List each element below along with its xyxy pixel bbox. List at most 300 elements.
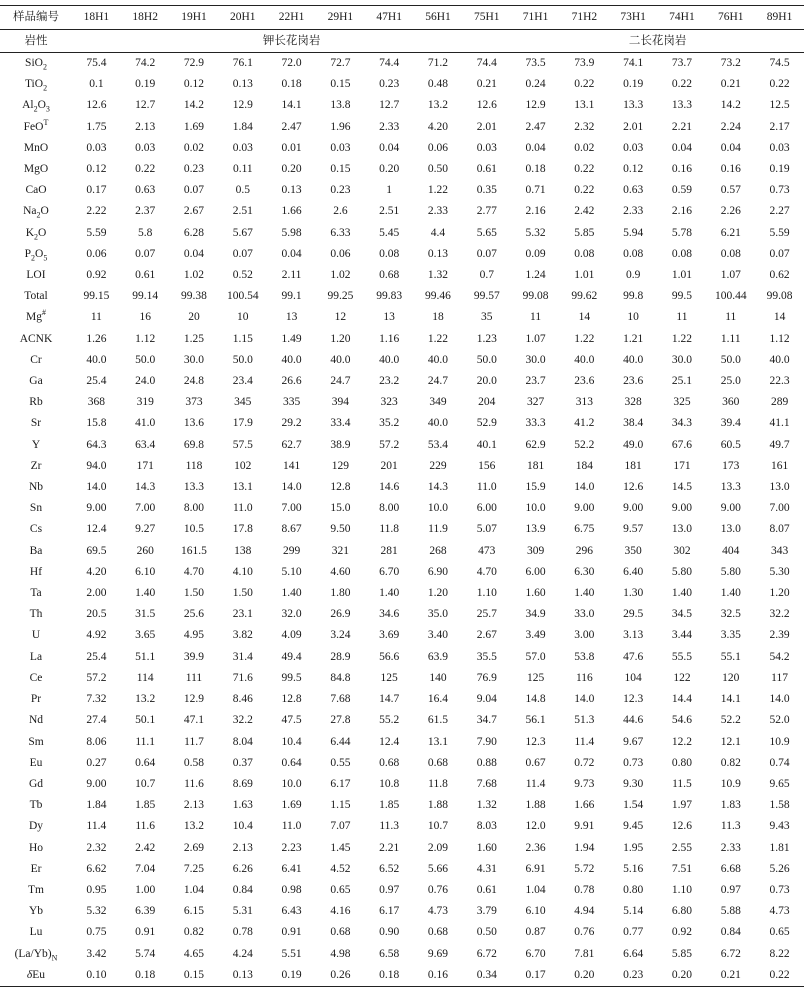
data-cell: 11.6 (184, 777, 204, 790)
table-row (0, 859, 804, 880)
data-cell: 99.5 (281, 671, 302, 684)
data-cell: 3.40 (427, 629, 449, 642)
data-cell: 1.22 (671, 332, 693, 345)
data-cell: 5.8 (138, 226, 153, 239)
data-cell: 0.61 (135, 269, 156, 282)
data-cell: 0.20 (658, 965, 707, 987)
data-cell: 120 (722, 671, 740, 684)
data-cell: 0.48 (427, 78, 449, 91)
data-cell: 0.91 (281, 926, 302, 939)
table-row (0, 180, 804, 201)
data-cell: 14.8 (525, 693, 546, 706)
data-cell: 13.8 (330, 99, 351, 112)
data-cell: 75.4 (86, 57, 107, 69)
data-cell: 4.94 (574, 905, 595, 918)
data-cell: 64.3 (86, 438, 107, 451)
data-cell: 0.15 (330, 78, 351, 91)
data-cell: 1.69 (183, 120, 205, 133)
table-header (0, 6, 804, 53)
data-cell: 0.73 (623, 756, 644, 769)
row-label: Ho (28, 841, 44, 854)
lithology-row (0, 30, 804, 53)
data-cell: 156 (478, 459, 496, 472)
data-cell: 0.65 (769, 926, 790, 939)
data-cell: 1.20 (427, 587, 449, 600)
table-row (0, 838, 804, 859)
data-cell: 8.67 (281, 523, 302, 536)
data-cell: 2.21 (671, 120, 693, 133)
data-cell: 0.08 (720, 247, 741, 260)
row-label: Lu (29, 926, 43, 939)
data-cell: 5.78 (671, 226, 693, 239)
data-cell: 0.08 (623, 247, 644, 260)
data-cell: 1.84 (86, 799, 107, 812)
data-cell: 7.90 (476, 735, 497, 748)
data-cell: 5.32 (86, 905, 107, 918)
data-cell: 1.07 (720, 269, 741, 282)
data-cell: 10.4 (281, 735, 302, 748)
data-cell: 10.8 (379, 777, 400, 790)
data-cell: 138 (234, 544, 252, 557)
data-cell: 117 (771, 671, 788, 684)
data-cell: 17.9 (232, 417, 253, 430)
sample-id-header: 47H1 (365, 6, 414, 30)
data-cell: 41.0 (135, 417, 156, 430)
data-cell: 0.76 (427, 883, 449, 896)
table-row (0, 689, 804, 710)
data-cell: 0.68 (330, 926, 351, 939)
data-cell: 394 (331, 396, 349, 409)
data-cell: 0.91 (135, 926, 156, 939)
data-cell: 0.73 (769, 883, 790, 896)
data-cell: 9.00 (623, 502, 644, 515)
data-cell: 3.44 (671, 629, 693, 642)
sample-id-header: 71H1 (511, 6, 560, 30)
data-cell: 23.7 (525, 375, 546, 388)
data-cell: 9.00 (720, 502, 741, 515)
data-cell: 0.13 (281, 184, 302, 197)
data-cell: 4.65 (183, 947, 205, 960)
data-cell: 9.00 (574, 502, 595, 515)
data-cell: 35.5 (476, 650, 497, 663)
data-cell: 39.4 (720, 417, 741, 430)
data-cell: 1.60 (476, 841, 497, 854)
data-cell: 2.67 (476, 629, 497, 642)
data-cell: 34.7 (476, 714, 497, 727)
data-cell: 349 (429, 396, 447, 409)
data-cell: 2.33 (623, 205, 644, 218)
data-cell: 1.85 (135, 799, 156, 812)
data-cell: 94.0 (86, 459, 107, 472)
data-cell: 1.81 (769, 841, 790, 854)
table-row (0, 265, 804, 286)
data-cell: 1.66 (574, 799, 595, 812)
data-cell: 11.4 (525, 777, 546, 790)
data-cell: 49.7 (769, 438, 790, 451)
data-cell: 0.03 (623, 141, 644, 154)
data-cell: 0.61 (476, 163, 497, 176)
data-cell: 0.12 (86, 163, 107, 176)
data-cell: 5.45 (379, 226, 400, 239)
data-cell: 24.7 (330, 375, 351, 388)
sample-id-row (0, 6, 804, 30)
data-cell: 0.5 (235, 184, 250, 197)
data-cell: 14.0 (574, 693, 595, 706)
data-cell: 50.0 (476, 353, 497, 366)
data-cell: 0.10 (72, 965, 121, 987)
data-cell: 12.2 (671, 735, 693, 748)
data-cell: 118 (185, 459, 203, 472)
data-cell: 0.34 (462, 965, 511, 987)
data-cell: 33.4 (330, 417, 351, 430)
data-cell: 25.0 (720, 375, 741, 388)
data-cell: 40.0 (379, 353, 400, 366)
data-cell: 2.32 (86, 841, 107, 854)
data-cell: 31.4 (232, 650, 253, 663)
data-cell: 0.04 (720, 141, 741, 154)
data-cell: 51.1 (135, 650, 156, 663)
data-cell: 6.70 (379, 565, 400, 578)
data-cell: 9.04 (476, 693, 497, 706)
data-cell: 2.27 (769, 205, 790, 218)
data-cell: 99.62 (571, 290, 598, 303)
data-cell: 13.3 (623, 99, 644, 112)
data-cell: 1.11 (720, 332, 741, 345)
data-cell: 368 (87, 396, 106, 409)
data-cell: 323 (380, 396, 398, 409)
row-label: Eu (29, 756, 43, 769)
data-cell: 2.51 (379, 205, 400, 218)
data-cell: 5.14 (623, 905, 644, 918)
data-cell: 35 (481, 311, 493, 324)
data-cell: 0.16 (671, 163, 693, 176)
row-label: Dy (28, 820, 44, 833)
data-cell: 24.0 (135, 375, 156, 388)
data-cell: 13.0 (671, 523, 693, 536)
table-row (0, 371, 804, 392)
data-cell: 47.6 (623, 650, 644, 663)
data-cell: 1.80 (330, 587, 351, 600)
data-cell: 1.40 (720, 587, 741, 600)
data-cell: 13 (383, 311, 395, 324)
data-cell: 5.85 (671, 947, 693, 960)
data-cell: 76.9 (476, 671, 497, 684)
data-cell: 0.71 (525, 184, 546, 197)
data-cell: 0.13 (232, 78, 253, 91)
data-cell: 14.2 (183, 99, 205, 112)
data-cell: 6.17 (330, 777, 351, 790)
data-cell: 0.18 (525, 163, 546, 176)
row-label: Th (29, 608, 43, 621)
data-cell: 12.0 (525, 820, 546, 833)
row-label: Hf (29, 565, 43, 578)
row-label: $Na_2O$ (23, 205, 49, 220)
data-cell: 24.8 (183, 375, 205, 388)
data-cell: 0.22 (574, 184, 595, 197)
data-cell: 321 (331, 544, 349, 557)
data-cell: 0.1 (89, 78, 104, 91)
data-cell: 6.90 (427, 565, 449, 578)
data-cell: 2.39 (769, 629, 790, 642)
data-cell: 6.17 (379, 905, 400, 918)
data-cell: 2.16 (671, 205, 693, 218)
data-cell: 0.97 (720, 883, 741, 896)
data-cell: 1.88 (427, 799, 449, 812)
data-cell: 1.40 (671, 587, 693, 600)
data-cell: 0.82 (720, 756, 741, 769)
data-cell: 0.63 (623, 184, 644, 197)
data-cell: 114 (136, 671, 154, 684)
data-cell: 309 (526, 544, 545, 557)
data-cell: 6.33 (330, 226, 351, 239)
data-cell: 13.3 (183, 481, 205, 494)
data-cell: 27.8 (330, 714, 351, 727)
data-cell: 13.6 (183, 417, 205, 430)
data-cell: 296 (575, 544, 593, 557)
row-label: Cs (29, 523, 43, 536)
row-label: MnO (23, 141, 49, 154)
data-cell: 1.69 (281, 799, 302, 812)
data-cell: 5.59 (769, 226, 790, 239)
data-cell: 0.04 (281, 247, 302, 260)
data-cell: 4.20 (427, 120, 449, 133)
table-row (0, 625, 804, 646)
data-cell: 6.91 (525, 862, 546, 875)
data-cell: 6.15 (183, 905, 205, 918)
data-cell: 52.2 (720, 714, 741, 727)
table-row (0, 53, 804, 75)
data-cell: 14.4 (671, 693, 693, 706)
data-cell: 302 (673, 544, 691, 557)
data-cell: 6.44 (330, 735, 351, 748)
row-label: Total (24, 290, 48, 303)
data-cell: 184 (575, 459, 593, 472)
data-cell: 10.7 (427, 820, 449, 833)
data-cell: 0.21 (706, 965, 755, 987)
data-cell: 0.67 (525, 756, 546, 769)
data-cell: 13.2 (135, 693, 156, 706)
data-cell: 3.24 (330, 629, 351, 642)
data-cell: 41.2 (574, 417, 595, 430)
data-cell: 1.30 (623, 587, 644, 600)
data-cell: 281 (380, 544, 398, 557)
data-cell: 7.00 (281, 502, 302, 515)
data-cell: 0.07 (476, 247, 497, 260)
data-cell: 76.1 (232, 57, 253, 69)
data-cell: 7.00 (135, 502, 156, 515)
data-cell: 140 (429, 671, 447, 684)
data-cell: 71.2 (427, 57, 449, 69)
row-label: CaO (25, 184, 47, 197)
data-cell: 13.0 (720, 523, 741, 536)
table-row (0, 74, 804, 95)
data-cell: 27.4 (86, 714, 107, 727)
data-cell: 34.9 (525, 608, 546, 621)
data-cell: 0.01 (281, 141, 302, 154)
row-label: Sn (29, 502, 43, 515)
data-cell: 4.73 (769, 905, 790, 918)
table-row (0, 647, 804, 668)
data-cell: 0.03 (769, 141, 790, 154)
data-cell: 31.5 (135, 608, 156, 621)
data-cell: 1.10 (671, 883, 693, 896)
row-label: $P_2O_5$ (24, 247, 48, 263)
data-cell: 52.0 (769, 714, 790, 727)
data-cell: 0.23 (183, 163, 205, 176)
data-cell: 1.83 (720, 799, 741, 812)
data-cell: 8.22 (769, 947, 790, 960)
sample-id-header: 74H1 (658, 6, 707, 30)
data-cell: 10 (237, 311, 249, 324)
data-cell: 1.01 (574, 269, 595, 282)
data-cell: 0.21 (476, 78, 497, 91)
data-cell: 0.72 (574, 756, 595, 769)
data-cell: 7.51 (671, 862, 693, 875)
table-row (0, 307, 804, 328)
data-cell: 40.0 (281, 353, 302, 366)
row-label: $Al_2O_3$ (22, 99, 50, 114)
data-cell: 0.65 (330, 883, 351, 896)
data-cell: 32.2 (232, 714, 253, 727)
data-cell: 2.42 (135, 841, 156, 854)
data-cell: 62.7 (281, 438, 302, 451)
sample-id-header: 29H1 (316, 6, 365, 30)
data-cell: 13.1 (427, 735, 449, 748)
data-cell: 0.20 (281, 163, 302, 176)
lithology-group-k-feldspar-granite: 钾长花岗岩 (72, 30, 511, 53)
data-cell: 125 (526, 671, 545, 684)
data-cell: 9.00 (86, 502, 107, 515)
data-cell: 2.01 (476, 120, 497, 133)
data-cell: 14.1 (720, 693, 741, 706)
data-cell: 8.06 (86, 735, 107, 748)
data-cell: 53.4 (427, 438, 449, 451)
data-cell: 7.25 (183, 862, 205, 875)
data-cell: 0.78 (232, 926, 253, 939)
data-cell: 6.72 (476, 947, 497, 960)
data-cell: 3.42 (86, 947, 107, 960)
data-cell: 473 (478, 544, 496, 557)
data-cell: 0.68 (427, 926, 449, 939)
sample-id-header: 56H1 (414, 6, 463, 30)
data-cell: 1.12 (769, 332, 790, 345)
table-row (0, 604, 804, 625)
data-cell: 3.49 (525, 629, 546, 642)
data-cell: 0.22 (574, 78, 595, 91)
data-cell: 9.73 (574, 777, 595, 790)
data-cell: 0.03 (86, 141, 107, 154)
data-cell: 2.01 (623, 120, 644, 133)
table-row (0, 413, 804, 434)
data-cell: 5.51 (281, 947, 302, 960)
data-cell: 20 (188, 311, 200, 324)
data-cell: 0.23 (379, 78, 400, 91)
data-cell: 8.07 (769, 523, 790, 536)
row-label: Nd (28, 714, 44, 727)
data-cell: 122 (673, 671, 691, 684)
data-cell: 3.82 (232, 629, 253, 642)
data-cell: 6.75 (574, 523, 595, 536)
data-cell: 11 (725, 311, 737, 324)
data-cell: 23.6 (623, 375, 644, 388)
data-cell: 0.06 (86, 247, 107, 260)
row-label: δEu (0, 965, 72, 987)
data-cell: 100.54 (226, 290, 259, 303)
data-cell: 56.6 (379, 650, 400, 663)
data-cell: 12.8 (281, 693, 302, 706)
data-cell: 0.06 (427, 141, 449, 154)
data-cell: 0.08 (379, 247, 400, 260)
data-cell: 0.04 (183, 247, 205, 260)
data-cell: 72.0 (281, 57, 302, 69)
data-cell: 11.0 (476, 481, 497, 494)
row-label: Pr (30, 693, 42, 706)
geochemistry-table (0, 5, 804, 987)
data-cell: 72.9 (183, 57, 205, 69)
data-cell: 13.9 (525, 523, 546, 536)
data-cell: 0.92 (86, 269, 107, 282)
data-cell: 1.40 (281, 587, 302, 600)
data-cell: 1.40 (135, 587, 156, 600)
data-cell: 0.18 (365, 965, 414, 987)
data-cell: 313 (575, 396, 593, 409)
data-cell: 5.16 (623, 862, 644, 875)
data-cell: 2.16 (525, 205, 546, 218)
data-cell: 12.4 (86, 523, 107, 536)
data-cell: 0.06 (330, 247, 351, 260)
data-cell: 2.24 (720, 120, 741, 133)
data-cell: 0.02 (183, 141, 205, 154)
data-cell: 2.51 (232, 205, 253, 218)
data-cell: 40.0 (86, 353, 107, 366)
row-label: $(La/Yb)_N$ (14, 947, 58, 962)
data-cell: 0.22 (769, 78, 790, 91)
data-cell: 99.25 (327, 290, 354, 303)
data-cell: 0.64 (135, 756, 156, 769)
data-cell: 0.04 (379, 141, 400, 154)
data-cell: 11.0 (281, 820, 302, 833)
data-cell: 6.62 (86, 862, 107, 875)
data-cell: 12.6 (476, 99, 497, 112)
data-cell: 25.6 (183, 608, 205, 621)
data-cell: 50.0 (232, 353, 253, 366)
data-cell: 360 (722, 396, 740, 409)
data-cell: 16 (139, 311, 151, 324)
data-cell: 4.09 (281, 629, 302, 642)
data-cell: 13.2 (183, 820, 205, 833)
data-cell: 6.70 (525, 947, 546, 960)
data-cell: 0.68 (379, 269, 400, 282)
data-cell: 0.15 (170, 965, 219, 987)
data-cell: 29.2 (281, 417, 302, 430)
data-cell: 12.3 (525, 735, 546, 748)
data-cell: 14.1 (281, 99, 302, 112)
data-cell: 33.3 (525, 417, 546, 430)
data-cell: 41.1 (769, 417, 790, 430)
data-cell: 11.0 (232, 502, 253, 515)
data-cell: 1.95 (623, 841, 644, 854)
data-cell: 12.6 (86, 99, 107, 112)
data-cell: 1.32 (427, 269, 449, 282)
data-cell: 29.5 (623, 608, 644, 621)
table-row (0, 329, 804, 350)
data-cell: 6.00 (476, 502, 497, 515)
data-cell: 1.96 (330, 120, 351, 133)
table-row (0, 922, 804, 943)
data-cell: 1.85 (379, 799, 400, 812)
data-cell: 47.1 (183, 714, 205, 727)
data-cell: 32.2 (769, 608, 790, 621)
